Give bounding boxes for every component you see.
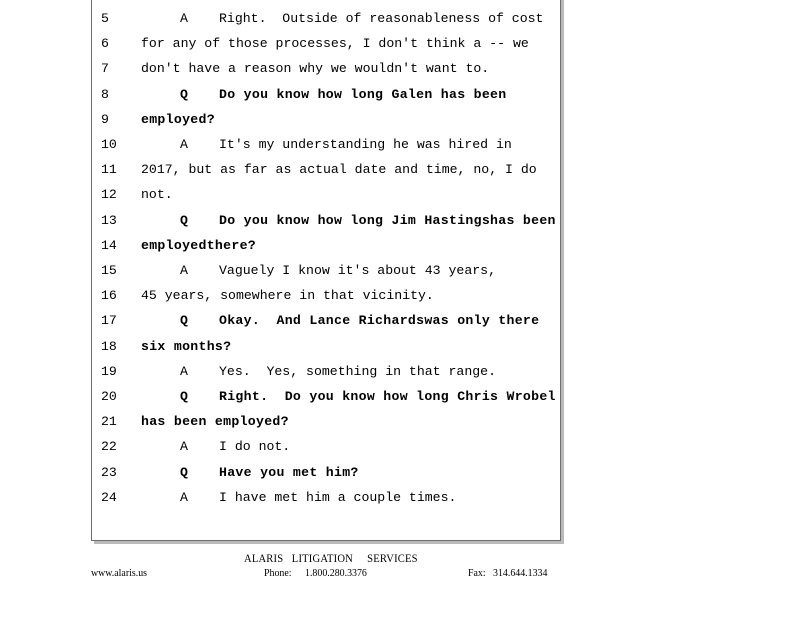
footer-fax: 314.644.1334 (493, 567, 548, 579)
answer-text: for any of those processes, I don't think a -- we (141, 36, 529, 52)
question-text: employedthere? (141, 237, 256, 253)
answer-text: It's my understanding he was hired in (219, 137, 512, 152)
transcript-line (1, 438, 471, 456)
line-number: 19 (101, 363, 117, 379)
question-text: Okay. And Lance Richardswas only there (219, 313, 540, 329)
footer-fax-label: Fax: (468, 567, 486, 579)
question-text: employed? (141, 111, 215, 127)
question-text: six months? (141, 338, 232, 354)
transcript-line (1, 60, 490, 78)
speaker-label: A (180, 137, 188, 152)
speaker-label: A (180, 439, 188, 455)
answer-text: not. (141, 187, 173, 203)
speaker-label: Q (180, 212, 189, 228)
question-text: Do you know how long Galen has been (219, 86, 507, 102)
transcript-line (1, 161, 537, 179)
answer-text: 2017, but as far as actual date and time, no, I do (141, 162, 537, 178)
line-number: 21 (101, 414, 117, 430)
speaker-label: Q (180, 86, 189, 102)
answer-text: Vaguely I know it's about 43 years, (219, 263, 496, 278)
transcript-line (1, 237, 471, 255)
line-number: 24 (101, 489, 117, 505)
footer-company: ALARIS LITIGATION SERVICES (244, 553, 418, 565)
question-text: Do you know how long Jim Hastingshas been (219, 212, 556, 228)
line-number: 13 (101, 212, 117, 228)
transcript-line (1, 413, 471, 431)
answer-text: I do not. (219, 439, 291, 455)
question-text: Right. Do you know how long Chris Wrobel (219, 389, 556, 404)
speaker-label: Q (180, 464, 189, 480)
line-number: 20 (101, 389, 117, 404)
line-number: 23 (101, 464, 117, 480)
question-text: Have you met him? (219, 464, 359, 480)
footer-phone-label: Phone: (264, 567, 292, 579)
line-number: 22 (101, 439, 117, 455)
speaker-label: A (180, 11, 188, 26)
transcript-line (1, 363, 496, 381)
transcript-line (1, 111, 471, 129)
transcript-line (1, 388, 556, 406)
answer-text: 45 years, somewhere in that vicinity. (141, 288, 434, 304)
transcript-line (1, 489, 471, 507)
transcript-line (1, 86, 507, 104)
transcript-line (1, 212, 556, 230)
answer-text: don't have a reason why we wouldn't want to. (141, 61, 490, 77)
line-number: 18 (101, 338, 117, 354)
line-number: 6 (101, 36, 109, 52)
line-number: 10 (101, 137, 117, 152)
answer-text: Yes. Yes, something in that range. (219, 363, 496, 379)
transcript-line (1, 464, 471, 482)
speaker-label: A (180, 363, 188, 379)
speaker-label: A (180, 263, 188, 278)
speaker-label: Q (180, 313, 189, 329)
transcript-line (1, 338, 471, 356)
line-number: 11 (101, 162, 117, 178)
line-number: 17 (101, 313, 117, 329)
line-number: 8 (101, 86, 109, 102)
speaker-label: A (180, 489, 188, 505)
transcript-line (1, 35, 529, 53)
line-number: 12 (101, 187, 117, 203)
transcript-line (1, 186, 471, 204)
answer-text: I have met him a couple times. (219, 489, 457, 505)
transcript-line (1, 136, 512, 154)
line-number: 5 (101, 11, 109, 26)
line-number: 9 (101, 111, 109, 127)
line-number: 15 (101, 263, 117, 278)
line-number: 14 (101, 237, 117, 253)
speaker-label: Q (180, 389, 189, 404)
transcript-line (1, 262, 496, 280)
question-text: has been employed? (141, 414, 289, 430)
line-number: 16 (101, 288, 117, 304)
footer-website[interactable]: www.alaris.us (91, 567, 147, 579)
line-number: 7 (101, 61, 109, 77)
footer-phone: 1.800.280.3376 (305, 567, 367, 579)
transcript-line (1, 312, 540, 330)
answer-text: Right. Outside of reasonableness of cost (219, 11, 544, 26)
transcript-line (1, 10, 544, 28)
transcript-line (1, 287, 471, 305)
transcript-page (91, 0, 561, 541)
